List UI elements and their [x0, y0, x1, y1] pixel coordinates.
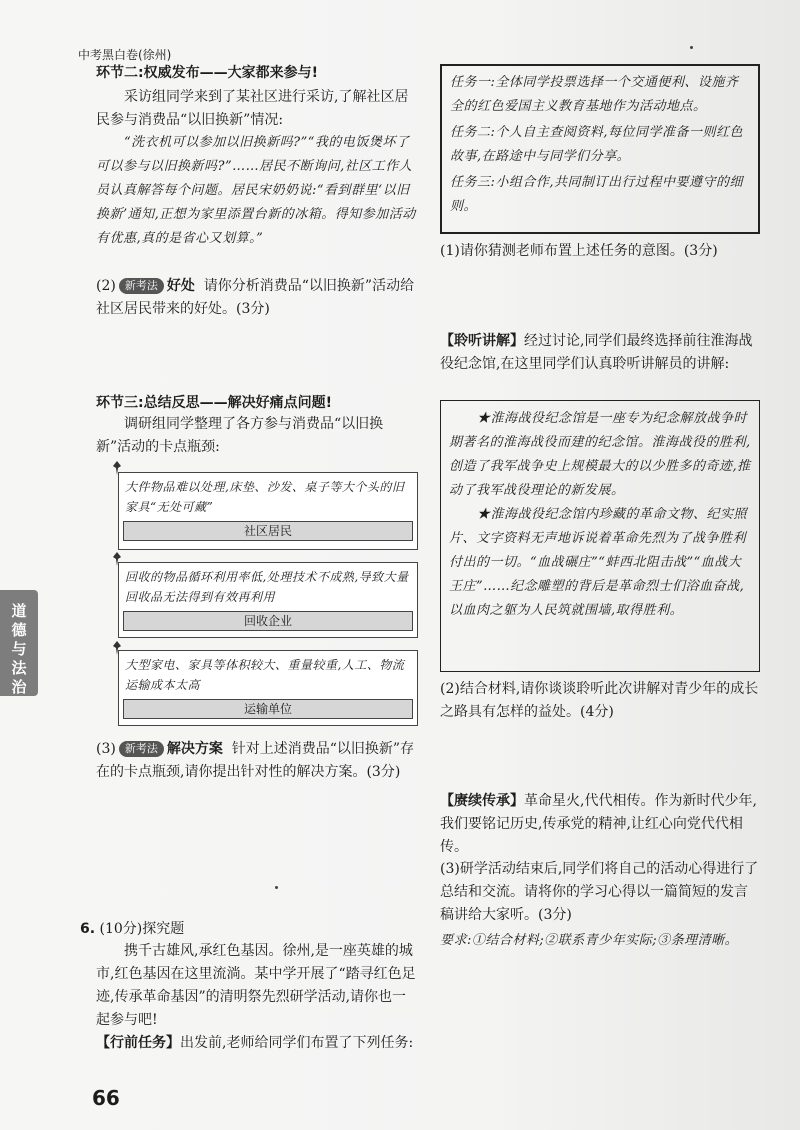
bottleneck-card	[118, 562, 418, 638]
task-item: 任务三:小组合作,共同制订出行过程中要遵守的细则。	[450, 175, 744, 214]
speck-mark	[275, 886, 278, 889]
quote-paragraph: ★淮海战役纪念馆是一座专为纪念解放战争时期著名的淮海战役而建的纪念馆。淮海战役的胜利,创造了我军战争史上规模最大的以少胜多的奇迹,推动了我军战役理论的新发展。	[449, 411, 751, 498]
section-label: 【聆听讲解】	[440, 333, 524, 349]
section2-intro: 采访组同学来到了某社区进行采访,了解社区居民参与消费品“以旧换新”情况:	[96, 89, 409, 128]
section-text: 革命星火,代代相传。作为新时代少年,我们要铭记历史,传承党的精神,让红心向党代代相传。	[440, 793, 757, 855]
guide-quote-box	[440, 400, 760, 672]
section3-title: 环节三:总结反思——解决好痛点问题!	[96, 395, 332, 411]
question-tag: 解决方案	[166, 741, 223, 757]
quote-paragraph: ★淮海战役纪念馆内珍藏的革命文物、纪实照片、文字资料无声地诉说着革命先烈为了战争胜利付出的一切。“血战碾庄”“蚌西北阻击战”“血战大王庄”……纪念雕塑的背后是革命烈士们浴血奋战,以血肉之躯为人民筑就围墙,取得胜利。	[449, 507, 748, 618]
section2-quote: “洗衣机可以参加以旧换新吗?”“我的电饭煲坏了可以参与以旧换新吗?”……居民不断询问,社区工作人员认真解答每个问题。居民宋奶奶说:“看到群里‘以旧换新’通知,正想为家里添置台新的冰箱。得知参加活动有优惠,真的是省心又划算。”	[96, 135, 416, 246]
new-method-badge: 新考法	[119, 278, 164, 294]
question-score: (10分)探究题	[99, 921, 185, 937]
question-1-right: (1)请你猜测老师布置上述任务的意图。(3分)	[440, 243, 718, 259]
section-label: 【行前任务】	[96, 1035, 180, 1051]
question-tag: 好处	[166, 278, 195, 294]
section-text: 经过讨论,同学们最终选择前往淮海战役纪念馆,在这里同学们认真聆听讲解员的讲解:	[440, 333, 753, 372]
new-method-badge: 新考法	[119, 741, 164, 757]
card-label: 运输单位	[123, 699, 413, 719]
subject-side-tab	[0, 590, 38, 696]
bottleneck-card	[118, 650, 418, 726]
side-tab-char: 与	[11, 640, 27, 658]
card-body: 回收的物品循环利用率低,处理技术不成熟,导致大量回收品无法得到有效再利用	[125, 570, 409, 604]
question-text: 请你分析消费品“以旧换新”活动给社区居民带来的好处。(3分)	[96, 278, 415, 317]
task-item: 任务一:全体同学投票选择一个交通便利、设施齐全的红色爱国主义教育基地作为活动地点。	[450, 75, 739, 114]
side-tab-char: 道	[11, 602, 27, 620]
question-number: (3)	[96, 741, 116, 757]
task-list-box	[440, 64, 760, 234]
page-number: 66	[92, 1086, 120, 1110]
question-6-intro: 携千古雄风,承红色基因。徐州,是一座英雄的城市,红色基因在这里流淌。某中学开展了“踏寻红色足迹,传承革命基因”的清明祭先烈研学活动,请你也一起参与吧!	[96, 943, 416, 1028]
speck-mark	[690, 46, 693, 49]
bottleneck-card	[118, 472, 418, 550]
section-label: 【赓续传承】	[440, 793, 524, 809]
header-title: 中考黑白卷(徐州)	[78, 48, 172, 62]
answer-requirements: 要求:①结合材料;②联系青少年实际;③条理清晰。	[440, 933, 739, 948]
card-body: 大件物品难以处理,床垫、沙发、桌子等大个头的旧家具“无处可藏”	[125, 480, 405, 514]
task-item: 任务二:个人自主查阅资料,每位同学准备一则红色故事,在路途中与同学们分享。	[450, 125, 744, 164]
question-number: (2)	[96, 278, 116, 294]
listen-section	[440, 330, 760, 376]
card-label: 社区居民	[123, 521, 413, 541]
pre-trip-task	[96, 1032, 416, 1055]
question-2-right: (2)结合材料,请你谈谈聆听此次讲解对青少年的成长之路具有怎样的益处。(4分)	[440, 681, 759, 720]
side-tab-char: 治	[11, 678, 27, 696]
section2-title: 环节二:权威发布——大家都来参与!	[96, 65, 318, 81]
question-text: 针对上述消费品“以旧换新”存在的卡点瓶颈,请你提出针对性的解决方案。(3分)	[96, 741, 415, 780]
inherit-section	[440, 790, 760, 859]
question-3-left	[96, 738, 416, 784]
question-number: 6.	[80, 921, 96, 937]
card-label: 回收企业	[123, 611, 413, 631]
question-6-header	[80, 918, 416, 941]
section-text: 出发前,老师给同学们布置了下列任务:	[180, 1035, 414, 1051]
side-tab-char: 法	[11, 659, 27, 677]
side-tab-char: 德	[11, 621, 27, 639]
question-3-right: (3)研学活动结束后,同学们将自己的活动心得进行了总结和交流。请将你的学习心得以一篇简短的发言稿讲给大家听。(3分)	[440, 861, 759, 923]
section3-intro: 调研组同学整理了各方参与消费品“以旧换新”活动的卡点瓶颈:	[96, 416, 384, 455]
card-body: 大型家电、家具等体积较大、重量较重,人工、物流运输成本太高	[125, 658, 405, 692]
question-2-left	[96, 275, 416, 321]
